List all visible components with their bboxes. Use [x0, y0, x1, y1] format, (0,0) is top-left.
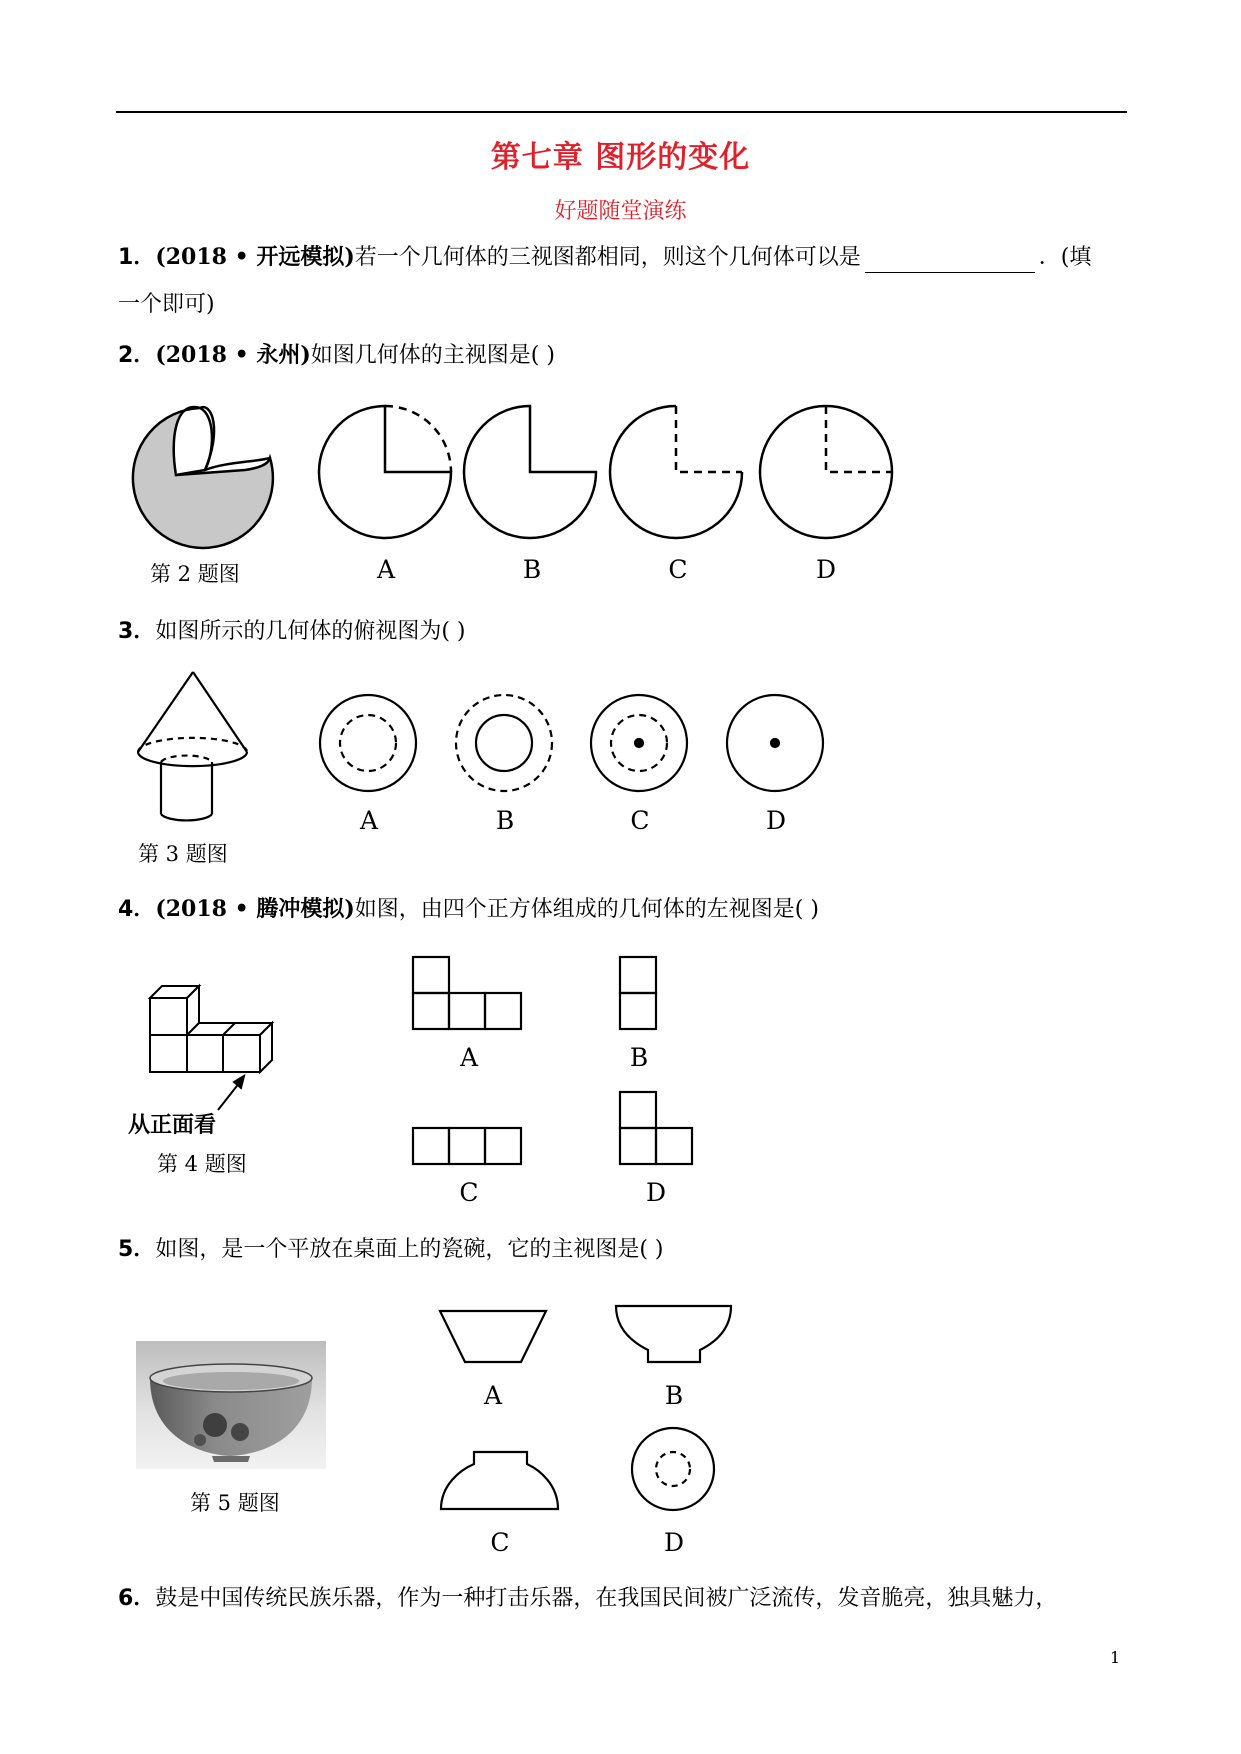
figure-caption: 第 5 题图 [190, 1491, 280, 1515]
question-text: 鼓是中国传统民族乐器，作为一种打击乐器，在我国民间被广泛流传，发音脆亮，独具魅力， [155, 1586, 1058, 1611]
figure-caption: 第 4 题图 [157, 1152, 247, 1176]
bowl-photo [136, 1341, 326, 1469]
question-number: 5． [118, 1237, 156, 1262]
option-label-c[interactable]: C [668, 555, 688, 584]
option-label-a[interactable]: A [376, 555, 396, 584]
option-label-b[interactable]: B [522, 555, 542, 584]
view-direction-note: 从正面看 [128, 1112, 217, 1138]
question-6 [118, 1584, 1057, 1614]
question-text: 若一个几何体的三视图都相同，则这个几何体可以是 [354, 245, 861, 270]
option-label-c[interactable]: C [459, 1178, 479, 1207]
option-c-figure [441, 1452, 558, 1509]
option-label-a[interactable]: A [359, 806, 379, 835]
chapter-title: 第七章 图形的变化 [490, 140, 751, 175]
question-text: 如图几何体的主视图是( ) [310, 343, 555, 368]
option-label-b[interactable]: B [629, 1043, 649, 1072]
question-number: 1． [118, 245, 156, 270]
question-number: 3． [118, 619, 156, 644]
option-label-d[interactable]: D [645, 1178, 667, 1207]
option-label-b[interactable]: B [495, 806, 515, 835]
question-number: 4． [118, 897, 156, 922]
figure-caption: 第 2 题图 [150, 562, 240, 586]
question-source: (2018 • 开远模拟) [155, 244, 355, 270]
option-label-b[interactable]: B [664, 1381, 684, 1410]
question-1-continuation: 一个即可) [118, 292, 215, 317]
option-label-a[interactable]: A [483, 1381, 503, 1410]
option-label-d[interactable]: D [663, 1528, 685, 1557]
question-text-after: ．(填 [1038, 245, 1092, 270]
option-label-d[interactable]: D [765, 806, 787, 835]
option-label-c[interactable]: C [490, 1528, 510, 1557]
page-number: 1 [1110, 1648, 1121, 1667]
question-text: 如图所示的几何体的俯视图为( ) [155, 619, 466, 644]
option-d-figure [632, 1428, 714, 1510]
question-source: (2018 • 腾冲模拟) [155, 896, 355, 922]
option-label-d[interactable]: D [815, 555, 837, 584]
question-text: 如图，由四个正方体组成的几何体的左视图是( ) [354, 897, 819, 922]
figure-caption: 第 3 题图 [138, 842, 228, 866]
section-subtitle: 好题随堂演练 [554, 199, 687, 224]
question-number: 6． [118, 1586, 156, 1611]
question-text: 如图，是一个平放在桌面上的瓷碗，它的主视图是( ) [155, 1237, 664, 1262]
option-label-c[interactable]: C [630, 806, 650, 835]
option-a-figure [440, 1311, 546, 1362]
question-source: (2018 • 永州) [155, 342, 311, 368]
option-label-a[interactable]: A [459, 1043, 479, 1072]
question-number: 2． [118, 343, 156, 368]
option-b-figure [616, 1306, 731, 1362]
